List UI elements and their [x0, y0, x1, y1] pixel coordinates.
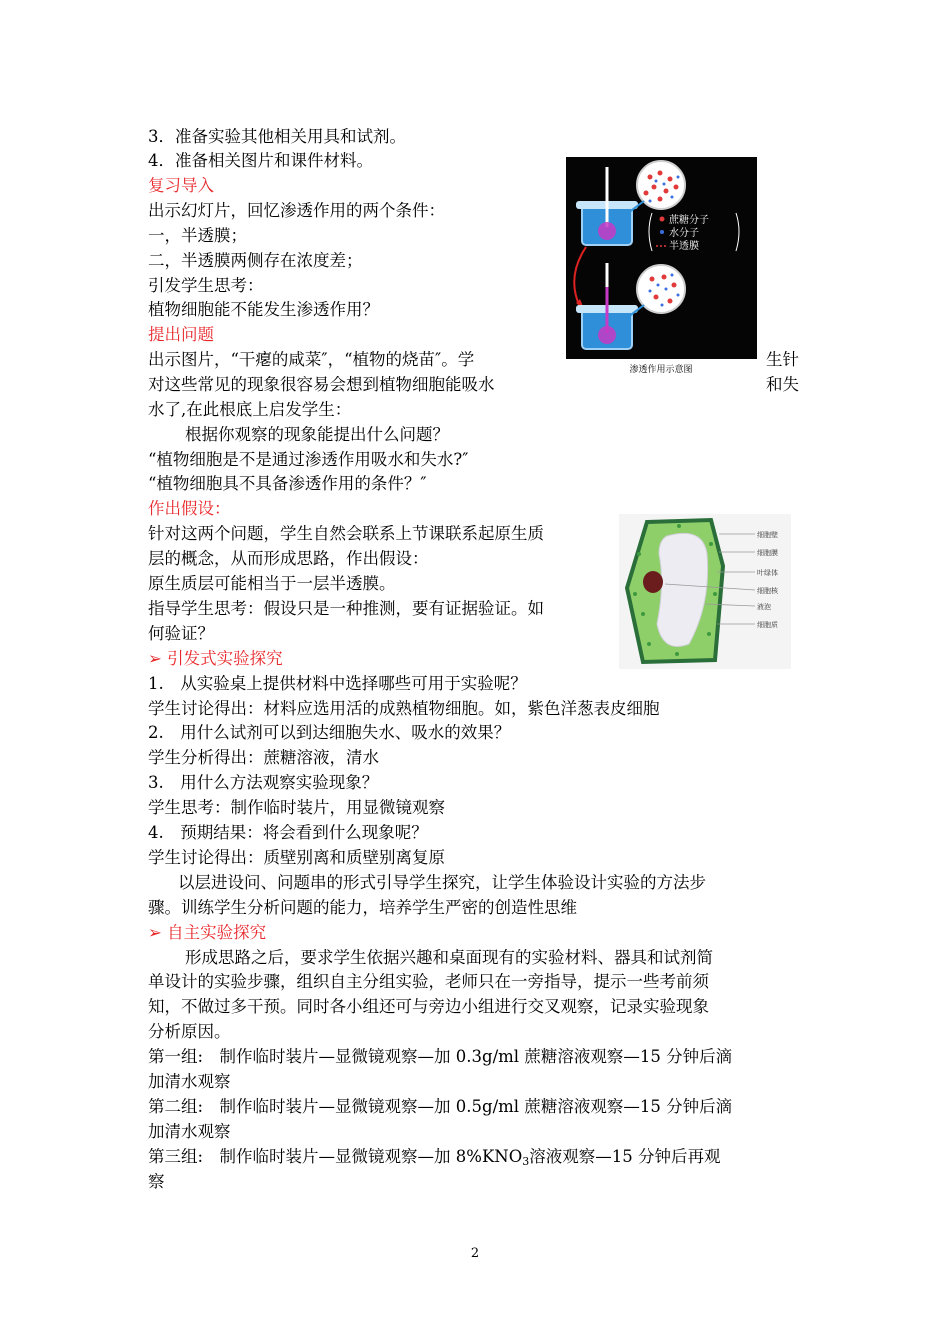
- text-line: 引发学生思考：: [148, 276, 264, 295]
- text-line: 原生质层可能相当于一层半透膜。: [148, 574, 396, 593]
- text-line: 第二组: 制作临时装片—显微镜观察—加 0.5g/ml 蔗糖溶液观察—15 分钟后滴: [148, 1097, 733, 1116]
- text-line: 4．准备相关图片和课件材料。: [148, 151, 373, 170]
- legend-sugar: 蔗糖分子: [669, 215, 709, 226]
- text-fragment: 生针: [766, 350, 799, 369]
- text-line: 分析原因。: [148, 1022, 231, 1041]
- label-vacuole: 液泡: [757, 603, 771, 611]
- text-line: 一，半透膜；: [148, 226, 247, 245]
- text-line: 第一组: 制作临时装片—显微镜观察—加 0.3g/ml 蔗糖溶液观察—15 分钟后滴: [148, 1047, 733, 1066]
- text-line: 察: [148, 1172, 165, 1191]
- text-line: 学生讨论得出：质壁别离和质壁别离复原: [148, 848, 445, 867]
- group3-text-b: 溶液观察—15 分钟后再观: [529, 1147, 721, 1166]
- section-heading-guided-inquiry: ➢ 引发式实验探究: [148, 649, 283, 668]
- text-line-group3: [148, 1145, 721, 1174]
- page-number: 2: [470, 1246, 480, 1261]
- text-line: 以层进设问、问题串的形式引导学生探究，让学生体验设计实验的方法步: [178, 873, 706, 892]
- plant-cell-graphic: [619, 514, 791, 669]
- section-heading-hypothesis: 作出假设：: [148, 499, 231, 518]
- section-heading-self-inquiry: ➢ 自主实验探究: [148, 923, 267, 942]
- text-line: 学生分析得出：蔗糖溶液，清水: [148, 748, 379, 767]
- plant-cell-diagram: [619, 514, 791, 669]
- osmosis-diagram: [566, 157, 757, 377]
- text-line: 3．准备实验其他相关用具和试剂。: [148, 127, 406, 146]
- group3-subscript: 3: [522, 1155, 530, 1168]
- text-line: 加清水观察: [148, 1122, 231, 1141]
- label-cell-wall: 细胞壁: [757, 531, 778, 539]
- label-cytoplasm: 细胞质: [757, 621, 778, 629]
- section-heading-question: 提出问题: [148, 325, 214, 344]
- text-line: 学生思考：制作临时装片，用显微镜观察: [148, 798, 445, 817]
- text-line: 出示幻灯片，回忆渗透作用的两个条件：: [148, 201, 445, 220]
- text-line: 出示图片，“干瘪的咸菜″，“植物的烧苗″。学: [148, 350, 475, 369]
- osmosis-caption: 渗透作用示意图: [629, 365, 693, 375]
- text-line: 指导学生思考：假设只是一种推测，要有证据验证。如: [148, 599, 544, 618]
- text-line: 加清水观察: [148, 1072, 231, 1091]
- group3-text-a: 第三组: 制作临时装片—显微镜观察—加 8%KNO: [148, 1147, 523, 1166]
- text-line: 对这些常见的现象很容易会想到植物细胞能吸水: [148, 375, 495, 394]
- legend-membrane: 半透膜: [669, 241, 699, 252]
- osmosis-diagram-graphic: [566, 157, 757, 377]
- label-chloroplast: 叶绿体: [757, 569, 778, 577]
- text-line: 单设计的实验步骤，组织自主分组实验，老师只在一旁指导，提示一些考前须: [148, 972, 709, 991]
- text-line: 植物细胞能不能发生渗透作用？: [148, 300, 379, 319]
- text-line: 1. 从实验桌上提供材料中选择哪些可用于实验呢？: [148, 674, 527, 693]
- text-line: 2. 用什么试剂可以到达细胞失水、吸水的效果？: [148, 723, 511, 742]
- section-heading-review: 复习导入: [148, 176, 214, 195]
- text-line: 3. 用什么方法观察实验现象？: [148, 773, 379, 792]
- text-line: 何验证？: [148, 624, 214, 643]
- text-line: 层的概念，从而形成思路，作出假设：: [148, 549, 429, 568]
- text-line: 水了,在此根底上启发学生：: [148, 400, 352, 419]
- text-fragment: 和失: [766, 375, 799, 394]
- text-line: 针对这两个问题，学生自然会联系上节课联系起原生质: [148, 524, 544, 543]
- text-line: 二，半透膜两侧存在浓度差；: [148, 251, 363, 270]
- text-line: 知，不做过多干预。同时各小组还可与旁边小组进行交叉观察，记录实验现象: [148, 997, 709, 1016]
- text-line: “植物细胞具不具备渗透作用的条件？″: [148, 474, 427, 493]
- text-line: 形成思路之后，要求学生依据兴趣和桌面现有的实验材料、器具和试剂简: [185, 948, 713, 967]
- legend-water: 水分子: [669, 228, 699, 239]
- text-line: 学生讨论得出：材料应选用活的成熟植物细胞。如，紫色洋葱表皮细胞: [148, 699, 660, 718]
- text-line: 4. 预期结果：将会看到什么现象呢？: [148, 823, 428, 842]
- label-cell-membrane: 细胞膜: [757, 549, 778, 557]
- text-line: “植物细胞是不是通过渗透作用吸水和失水?″: [148, 450, 469, 469]
- label-nucleus: 细胞核: [757, 587, 778, 595]
- text-line: 根据你观察的现象能提出什么问题？: [185, 425, 449, 444]
- text-line: 骤。训练学生分析问题的能力，培养学生严密的创造性思维: [148, 898, 577, 917]
